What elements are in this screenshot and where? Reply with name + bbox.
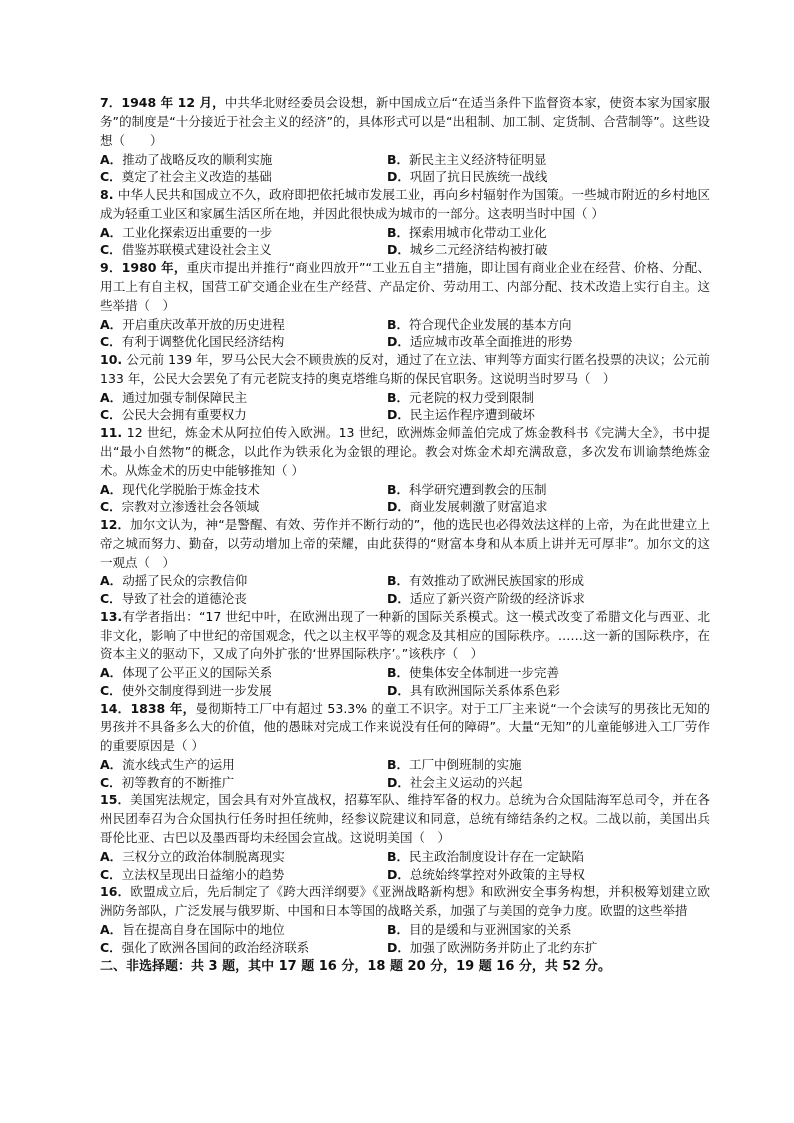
question-number: 10. bbox=[100, 351, 127, 367]
question-16 bbox=[100, 883, 710, 956]
option-d: D．总统始终掌控对外政策的主导权 bbox=[387, 866, 585, 882]
option-a: A．工业化探索迈出重要的一步 bbox=[100, 224, 273, 240]
question-stem: 8. 中华人民共和国成立不久，政府即把依托城市发展工业，再向乡村辐射作为国策。一些城市附近的乡村地区成为轻重工业区和家属生活区所在地，并因此很快成为城市的一部分。这表明当时中国（ ） bbox=[100, 186, 710, 221]
question-stem: 9．1980 年，重庆市提出并推行“商业四放开”“工业五自主”措施，即让国有商业企业在经营、价格、分配、用工上有自主权，国营工矿交通企业在生产经营、产品定价、劳动用工、内部分配、技术改造上实行自主。这些举措（ ） bbox=[100, 259, 710, 313]
options bbox=[100, 224, 710, 259]
question-12 bbox=[100, 516, 710, 608]
options bbox=[100, 664, 710, 699]
option-c: C．奠定了社会主义改造的基础 bbox=[100, 169, 272, 185]
option-a: A．旨在提高自身在国际中的地位 bbox=[100, 922, 285, 938]
question-11 bbox=[100, 424, 710, 516]
question-number: 11. bbox=[100, 424, 127, 440]
options bbox=[100, 316, 710, 351]
exam-page bbox=[100, 94, 710, 977]
option-a: A．体现了公平正义的国际关系 bbox=[100, 665, 273, 681]
option-d: D．巩固了抗日民族统一战线 bbox=[387, 169, 548, 185]
option-d: D．加强了欧洲防务并防止了北约东扩 bbox=[387, 939, 598, 955]
option-d: D．民主运作程序遭到破坏 bbox=[387, 407, 535, 423]
option-a: A．三权分立的政治体制脱离现实 bbox=[100, 849, 285, 865]
option-a: A．流水线式生产的运用 bbox=[100, 757, 235, 773]
option-c: C．公民大会拥有重要权力 bbox=[100, 407, 247, 423]
option-c: C．有利于调整优化国民经济结构 bbox=[100, 334, 285, 350]
option-d: D．具有欧洲国际关系体系色彩 bbox=[387, 682, 560, 698]
question-number: 13. bbox=[100, 608, 123, 624]
options bbox=[100, 151, 710, 186]
options bbox=[100, 572, 710, 607]
option-b: B．探索用城市化带动工业化 bbox=[387, 224, 547, 240]
option-c: C．宗教对立渗透社会各领域 bbox=[100, 499, 260, 515]
option-c: C．使外交制度得到进一步发展 bbox=[100, 682, 272, 698]
question-stem: 12．加尔文认为，神“是警醒、有效、劳作并不断行动的”，他的选民也必得效法这样的上帝，为在此世建立上帝之城而努力、勤奋，以劳动增加上帝的荣耀，由此获得的“财富本身和从本质上讲并无可厚非”。加尔文的这一观点（ ） bbox=[100, 516, 710, 570]
option-d: D．适应城市改革全面推进的形势 bbox=[387, 334, 573, 350]
options bbox=[100, 481, 710, 516]
question-10 bbox=[100, 351, 710, 424]
question-stem: 7．1948 年 12 月，中共华北财经委员会设想，新中国成立后“在适当条件下监督资本家，使资本家为国家服务”的制度是“十分接近于社会主义的经济”的，具体形式可以是“出租制、加工制、定货制、合营制等”。这些设想（ ） bbox=[100, 95, 710, 148]
question-stem: 13.有学者指出：“17 世纪中叶，在欧洲出现了一种新的国际关系模式。这一模式改变了希腊文化与西亚、北非文化，影响了中世纪的帝国观念，代之以主权平等的观念及其相应的国际秩序。……这一新的国际秩序，在资本主义的驱动下，又成了向外扩张的‘世界国际秩序’。”该秩序（ ） bbox=[100, 608, 710, 662]
option-a: A．通过加强专制保障民主 bbox=[100, 389, 248, 405]
question-number: 14．1838 年， bbox=[100, 700, 196, 716]
option-b: B．使集体安全体制进一步完善 bbox=[387, 665, 560, 681]
option-c: C．强化了欧洲各国间的政治经济联系 bbox=[100, 939, 310, 955]
question-stem: 11. 12 世纪，炼金术从阿拉伯传入欧洲。13 世纪，欧洲炼金师盖伯完成了炼金教科书《完满大全》，书中提出“最小自然物”的概念，以此作为铁汞化为金银的理论。教会对炼金术却充满敌意，多次发布训谕禁绝炼金术。从炼金术的历史中能够推知（ ） bbox=[100, 424, 710, 478]
question-number: 9．1980 年， bbox=[100, 259, 187, 275]
question-stem: 14．1838 年，曼彻斯特工厂中有超过 53.3% 的童工不识字。对于工厂主来说“一个会读写的男孩比无知的男孩并不具备多么大的价值，他的愚昧对完成工作来说没有任何的障碍”。大量“无知”的儿童能够进入工厂劳作的重要原因是（ ） bbox=[100, 700, 710, 754]
question-13 bbox=[100, 608, 710, 700]
question-15 bbox=[100, 791, 710, 883]
question-14 bbox=[100, 700, 710, 792]
question-7 bbox=[100, 94, 710, 186]
options bbox=[100, 756, 710, 791]
option-b: B．目的是缓和与亚洲国家的关系 bbox=[387, 922, 572, 938]
options bbox=[100, 848, 710, 883]
option-c: C．导致了社会的道德沦丧 bbox=[100, 591, 247, 607]
question-number: 8. bbox=[100, 186, 118, 202]
option-c: C．借鉴苏联模式建设社会主义 bbox=[100, 242, 272, 258]
option-c: C．立法权呈现出日益缩小的趋势 bbox=[100, 866, 285, 882]
question-stem: 15．美国宪法规定，国会具有对外宣战权，招募军队、维持军备的权力。总统为合众国陆海军总司令，并在各州民团奉召为合众国执行任务时担任统帅，经参议院建议和同意，总统有缔结条约之权。二战以前，美国出兵哥伦比亚、古巴以及墨西哥均未经国会宣战。这说明美国（ ） bbox=[100, 792, 710, 846]
option-d: D．社会主义运动的兴起 bbox=[387, 774, 523, 790]
question-number: 7．1948 年 12 月， bbox=[100, 95, 225, 110]
question-9 bbox=[100, 259, 710, 351]
section-heading-nonchoice: 二、非选择题：共 3 题，其中 17 题 16 分，18 题 20 分，19 题 16 分，共 52 分。 bbox=[100, 959, 612, 975]
option-d: D．城乡二元经济结构被打破 bbox=[387, 242, 548, 258]
option-c: C．初等教育的不断推广 bbox=[100, 774, 235, 790]
options bbox=[100, 389, 710, 424]
question-stem: 10. 公元前 139 年，罗马公民大会不顾贵族的反对，通过了在立法、审判等方面实行匿名投票的决议；公元前 133 年，公民大会罢免了有元老院支持的奥克塔维乌斯的保民官职务。这说明当时罗马（ ） bbox=[100, 351, 711, 386]
option-a: A．动摇了民众的宗教信仰 bbox=[100, 573, 248, 589]
option-b: B．民主政治制度设计存在一定缺陷 bbox=[387, 849, 585, 865]
option-a: A．推动了战略反攻的顺利实施 bbox=[100, 151, 273, 167]
option-b: B．科学研究遭到教会的压制 bbox=[387, 481, 547, 497]
option-b: B．有效推动了欧洲民族国家的形成 bbox=[387, 573, 585, 589]
options bbox=[100, 921, 710, 956]
option-a: A．现代化学脱胎于炼金技术 bbox=[100, 481, 260, 497]
question-number: 15． bbox=[100, 792, 131, 808]
option-d: D．商业发展刺激了财富追求 bbox=[387, 499, 548, 515]
option-d: D．适应了新兴资产阶级的经济诉求 bbox=[387, 591, 585, 607]
option-a: A．开启重庆改革开放的历史进程 bbox=[100, 316, 285, 332]
question-number: 16． bbox=[100, 884, 131, 900]
question-number: 12． bbox=[100, 516, 131, 532]
question-stem: 16．欧盟成立后，先后制定了《跨大西洋纲要》《亚洲战略新构想》和欧洲安全事务构想，并积极筹划建立欧洲防务部队，广泛发展与俄罗斯、中国和日本等国的战略关系，加强了与美国的竞争力度。欧盟的这些举措 bbox=[100, 884, 710, 919]
option-b: B．工厂中倒班制的实施 bbox=[387, 757, 522, 773]
option-b: B．符合现代企业发展的基本方向 bbox=[387, 316, 572, 332]
question-8 bbox=[100, 186, 710, 259]
option-b: B．新民主主义经济特征明显 bbox=[387, 151, 547, 167]
option-b: B．元老院的权力受到限制 bbox=[387, 389, 535, 405]
